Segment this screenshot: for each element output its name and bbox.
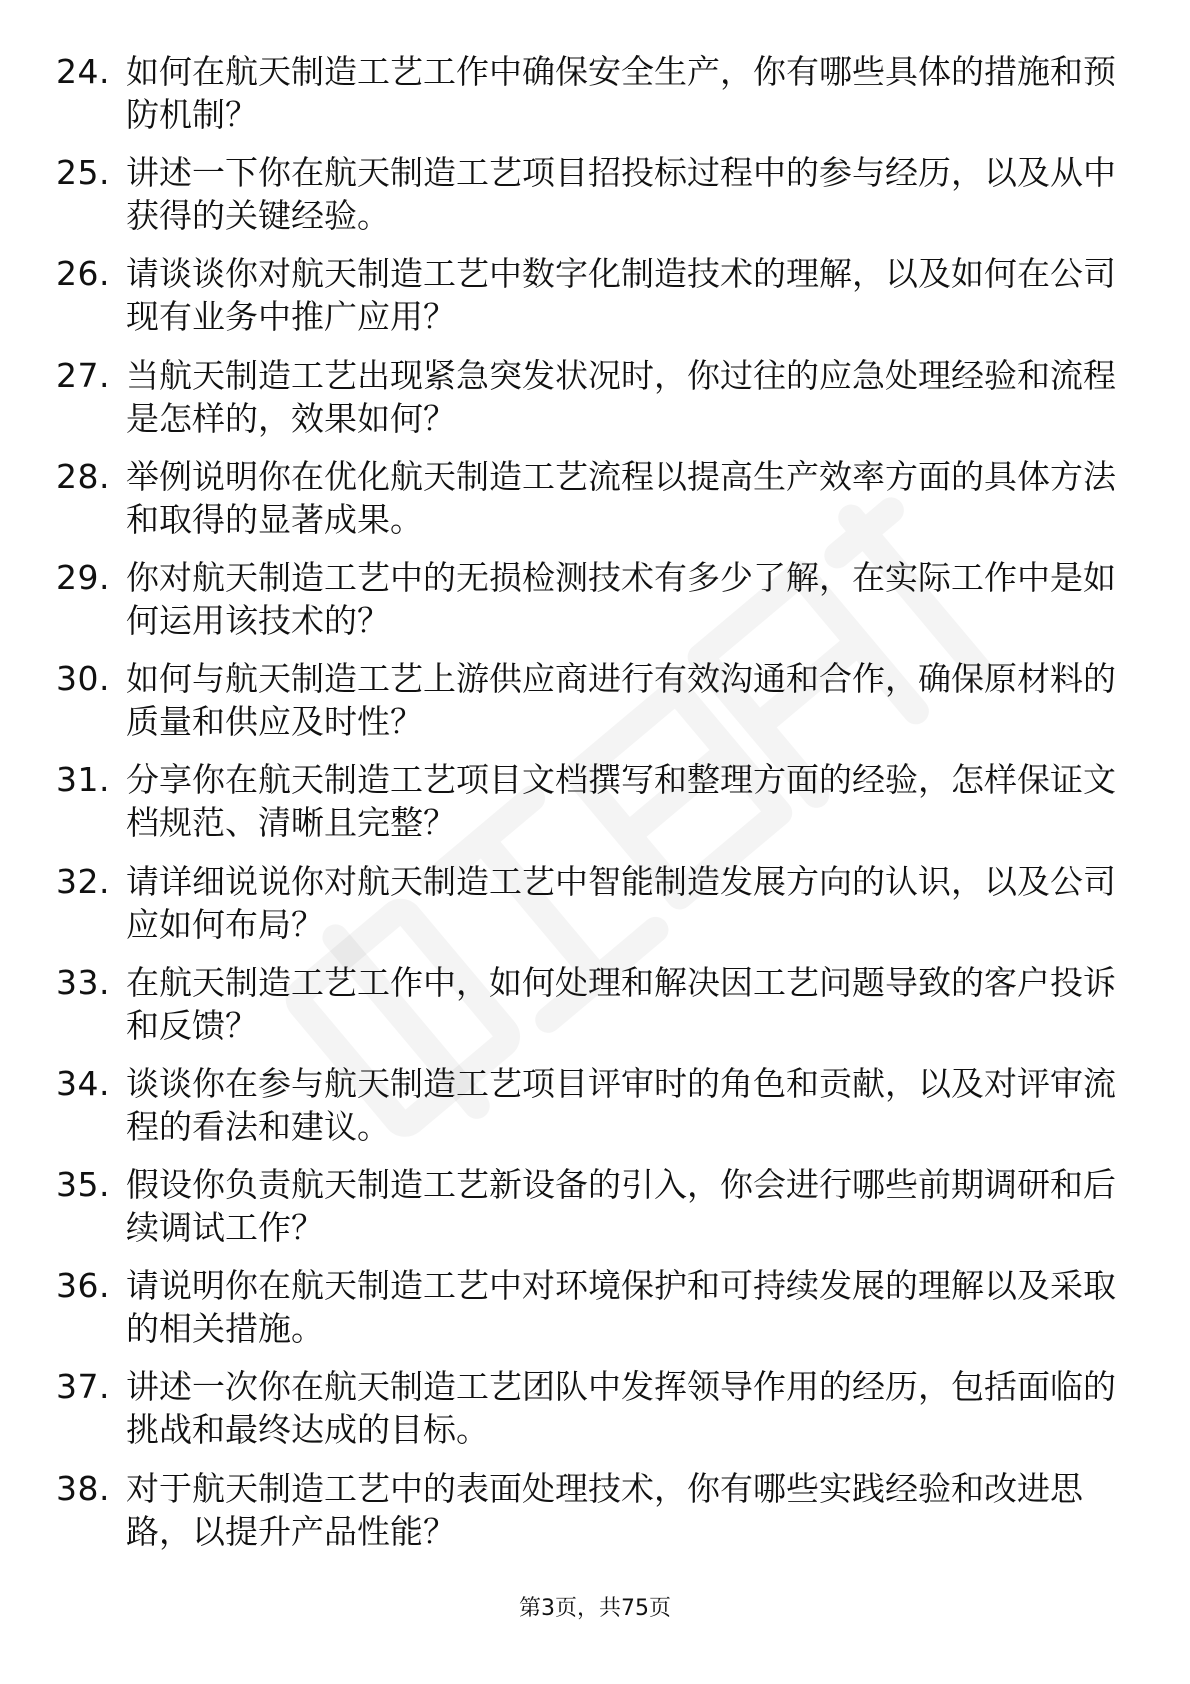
question-item [56,354,1116,440]
question-item [56,1467,1116,1553]
question-text: 如何与航天制造工艺上游供应商进行有效沟通和合作，确保原材料的质量和供应及时性？ [126,659,1116,742]
question-text: 对于航天制造工艺中的表面处理技术，你有哪些实践经验和改进思路，以提升产品性能？ [126,1468,1083,1551]
page-number-label: 第3页，共75页 [519,1596,671,1621]
question-number: 37. [56,1367,110,1407]
question-number: 38. [56,1468,110,1508]
page-footer [0,1594,1190,1624]
question-text: 谈谈你在参与航天制造工艺项目评审时的角色和贡献，以及对评审流程的看法和建议。 [126,1063,1116,1146]
question-text: 请谈谈你对航天制造工艺中数字化制造技术的理解，以及如何在公司现有业务中推广应用？ [126,254,1116,337]
question-number: 29. [56,557,110,597]
question-item [56,657,1116,743]
question-number: 24. [56,52,110,91]
question-text: 请说明你在航天制造工艺中对环境保护和可持续发展的理解以及采取的相关措施。 [126,1266,1116,1349]
question-item [56,1365,1116,1451]
question-list [56,50,1116,1568]
question-item [56,50,1116,136]
question-item [56,758,1116,844]
question-item [56,1163,1116,1249]
question-number: 28. [56,456,110,496]
question-item [56,151,1116,237]
question-number: 26. [56,254,110,294]
question-number: 30. [56,659,110,699]
question-number: 34. [56,1063,110,1103]
question-text: 在航天制造工艺工作中，如何处理和解决因工艺问题导致的客户投诉和反馈？ [126,962,1116,1045]
question-number: 33. [56,962,110,1002]
question-text: 请详细说说你对航天制造工艺中智能制造发展方向的认识，以及公司应如何布局？ [126,861,1116,944]
question-item [56,860,1116,946]
question-text: 讲述一下你在航天制造工艺项目招投标过程中的参与经历，以及从中获得的关键经验。 [126,153,1116,236]
question-text: 举例说明你在优化航天制造工艺流程以提高生产效率方面的具体方法和取得的显著成果。 [126,456,1116,539]
question-number: 36. [56,1266,110,1306]
question-number: 31. [56,760,110,800]
question-text: 如何在航天制造工艺工作中确保安全生产，你有哪些具体的措施和预防机制？ [126,52,1116,134]
question-item [56,1062,1116,1148]
question-item [56,252,1116,338]
question-number: 35. [56,1165,110,1205]
question-text: 当航天制造工艺出现紧急突发状况时，你过往的应急处理经验和流程是怎样的，效果如何？ [126,355,1116,438]
question-item [56,455,1116,541]
question-number: 27. [56,355,110,395]
question-number: 32. [56,861,110,901]
question-item [56,556,1116,642]
question-text: 讲述一次你在航天制造工艺团队中发挥领导作用的经历，包括面临的挑战和最终达成的目标。 [126,1367,1116,1450]
question-text: 分享你在航天制造工艺项目文档撰写和整理方面的经验，怎样保证文档规范、清晰且完整？ [126,760,1116,843]
question-text: 假设你负责航天制造工艺新设备的引入，你会进行哪些前期调研和后续调试工作？ [126,1165,1116,1248]
question-text: 你对航天制造工艺中的无损检测技术有多少了解，在实际工作中是如何运用该技术的？ [126,557,1116,640]
question-number: 25. [56,153,110,193]
question-item [56,1264,1116,1350]
question-item [56,961,1116,1047]
